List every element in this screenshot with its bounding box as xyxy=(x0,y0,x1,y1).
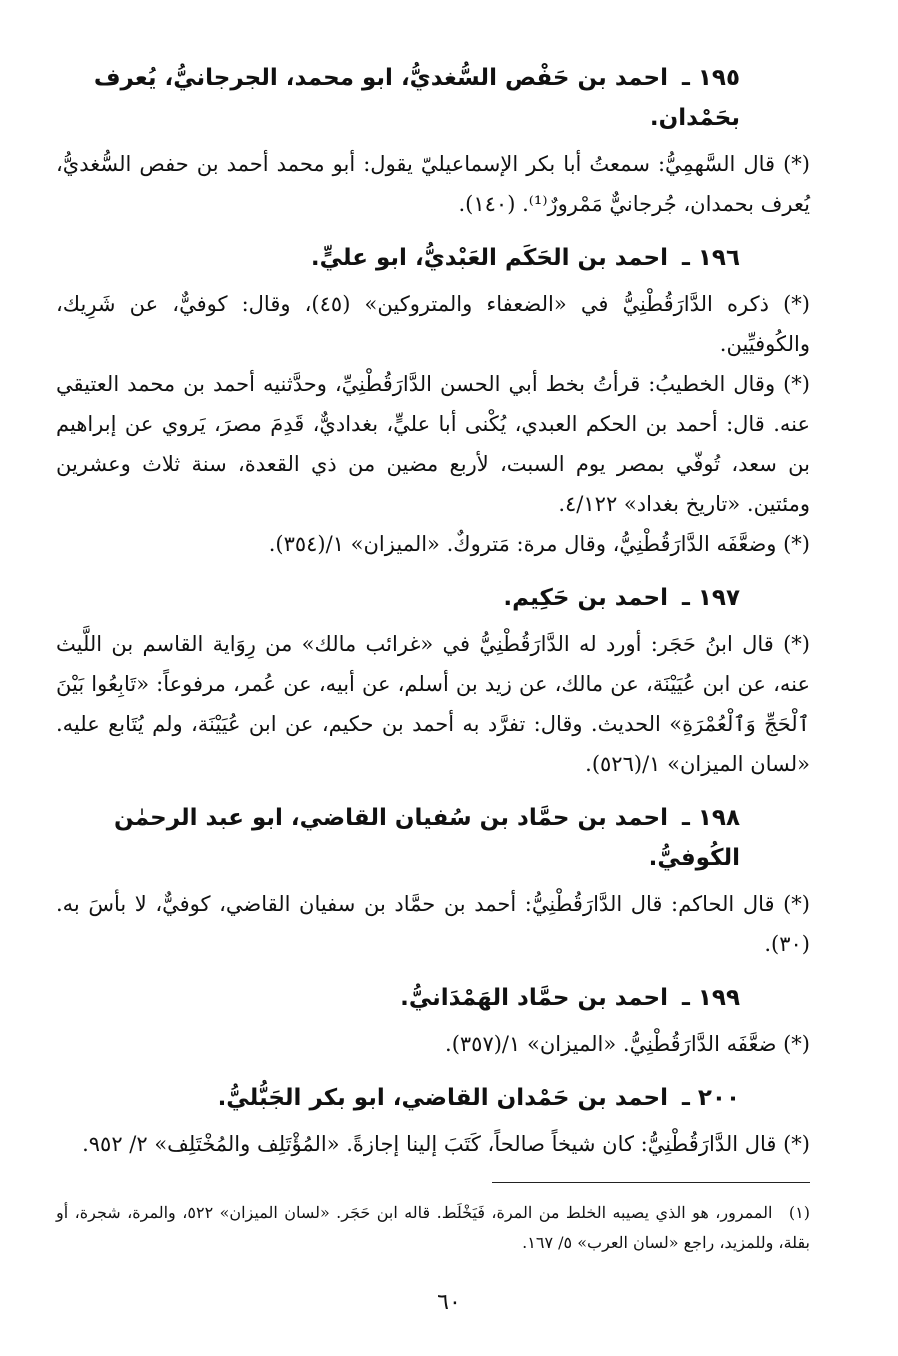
entry-paragraph: (*) ذكره الدَّارَقُطْنِيُّ في «الضعفاء والمتروكين» (٤٥)، وقال: كوفيٌّ، عن شَرِيك، والكُوفيِّين. xyxy=(56,292,810,356)
entry-heading: احمد بن حَكِيم. xyxy=(503,585,668,611)
entry-199 xyxy=(56,978,810,1064)
footnote-mark: (١) xyxy=(788,1203,811,1222)
entry-200 xyxy=(56,1078,810,1164)
entry-195 xyxy=(56,58,810,224)
page-body xyxy=(56,58,810,1178)
entry-paragraph: (*) قال السَّهمِيُّ: سمعتُ أبا بكر الإسماعيليّ يقول: أبو محمد أحمد بن حفص السُّغديُّ، يُعرف بحمدان، جُرجانيٌّ مَمْرورٌ⁽¹⁾. (١٤٠). xyxy=(56,152,810,216)
entry-number: ١٩٦ ـ xyxy=(682,245,740,271)
entry-paragraph: (*) ضعَّفَه الدَّارَقُطْنِيُّ. «الميزان» ١/(٣٥٧). xyxy=(445,1032,810,1056)
entry-198 xyxy=(56,798,810,964)
entry-title xyxy=(56,238,810,278)
entry-number: ١٩٧ ـ xyxy=(682,585,740,611)
entry-title xyxy=(56,58,810,138)
footnote-divider xyxy=(492,1182,810,1183)
entry-heading: احمد بن الحَكَم العَبْديُّ، ابو عليٍّ. xyxy=(310,245,668,271)
page-number: ٦٠ xyxy=(437,1290,461,1315)
footnotes xyxy=(56,1198,810,1258)
entry-title xyxy=(56,578,810,618)
entry-heading: احمد بن حَفْص السُّغديُّ، ابو محمد، الجرجانيُّ، يُعرف بحَمْدان. xyxy=(93,65,740,131)
entry-heading: احمد بن حمَّاد الهَمْدَانيُّ. xyxy=(400,985,668,1011)
entry-heading: احمد بن حَمْدان القاضي، ابو بكر الجَبُّليُّ. xyxy=(217,1085,668,1111)
entry-number: ١٩٨ ـ xyxy=(682,805,740,831)
entry-196 xyxy=(56,238,810,564)
entry-paragraph: (*) وقال الخطيبُ: قرأتُ بخط أبي الحسن الدَّارَقُطْنِيِّ، وحدَّثنيه أحمد بن محمد العتيقي عنه. قال: أحمد بن الحكم العبدي، يُكْنى أبا عليٍّ، بغداديٌّ، قَدِمَ مصرَ، يَروي عن إبراهيم بن سعد، تُوفّي بمصر يوم السبت، لأربع مضين من ذي القعدة، سنة ثلاث وعشرين ومئتين. «تاريخ بغداد» ٤/١٢٢. xyxy=(56,372,810,516)
entry-number: ١٩٩ ـ xyxy=(682,985,740,1011)
entry-title xyxy=(56,1078,810,1118)
entry-paragraph: (*) قال الدَّارَقُطْنِيُّ: كان شيخاً صالحاً، كَتَبَ إلينا إجازةً. «المُؤْتَلِف والمُخْتَلِف» ٢/ ٩٥٢. xyxy=(82,1132,810,1156)
entry-title xyxy=(56,798,810,878)
entry-heading: احمد بن حمَّاد بن سُفيان القاضي، ابو عبد الرحمٰن الكُوفيُّ. xyxy=(114,805,740,871)
entry-paragraph: (*) وضعَّفَه الدَّارَقُطْنِيُّ، وقال مرة: مَتروكٌ. «الميزان» ١/(٣٥٤). xyxy=(268,532,810,556)
footnote-text: الممرور، هو الذي يصيبه الخلط من المرة، فَيَخْلَط. قاله ابن حَجَر. «لسان الميزان» ٥٢٢، والمرة، شجرة، أو بقلة، وللمزيد، راجع «لسان العرب» ٥/ ١٦٧. xyxy=(56,1203,810,1252)
entry-paragraph: (*) قال الحاكم: قال الدَّارَقُطْنِيُّ: أحمد بن حمَّاد بن سفيان القاضي، كوفيٌّ، لا بأسَ به. (٣٠). xyxy=(56,892,810,956)
entry-title xyxy=(56,978,810,1018)
entry-197 xyxy=(56,578,810,784)
footnote-item xyxy=(56,1198,810,1258)
entry-number: ٢٠٠ ـ xyxy=(682,1085,740,1111)
entry-paragraph: (*) قال ابنُ حَجَر: أورد له الدَّارَقُطْنِيُّ في «غرائب مالك» من رِوَاية القاسم بن اللَّيث عنه، عن ابن عُيَيْنَة، عن مالك، عن زيد بن أسلم، عن أبيه، عن عُمر، مرفوعاً: «تَابِعُوا بَيْنَ ٱلْحَجِّ وَٱلْعُمْرَةِ» الحديث. وقال: تفرَّد به أحمد بن حكيم، عن ابن عُيَيْنَة، ولم يُتَابع عليه. «لسان الميزان» ١/(٥٢٦). xyxy=(56,632,810,776)
entry-number: ١٩٥ ـ xyxy=(682,65,740,91)
